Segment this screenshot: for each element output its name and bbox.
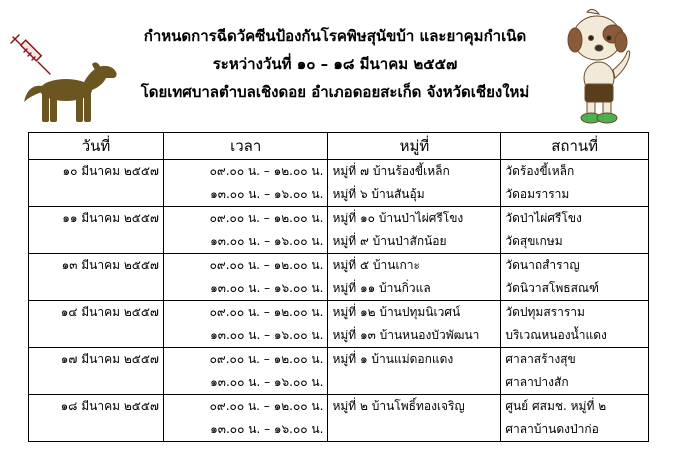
table-row	[29, 301, 649, 348]
village-cell	[328, 207, 501, 254]
table-row	[29, 254, 649, 301]
table-header-row	[29, 133, 649, 160]
time-cell	[163, 301, 327, 348]
village-text: หมู่ที่ ๑ บ้านแม่ดอกแดง	[332, 352, 454, 366]
date-text: ๑๓ มีนาคม ๒๕๕๗	[61, 258, 159, 272]
village-text: หมู่ที่ ๗ บ้านร้องขี้เหล็ก	[332, 164, 450, 178]
time-cell	[163, 254, 327, 301]
place-text: บริเวณหนองน้ำแดง	[505, 328, 607, 342]
time-afternoon: ๑๓.๐๐ น. – ๑๖.๐๐ น.	[210, 422, 324, 436]
village-text: หมู่ที่ ๒ บ้านโพธิ์ทองเจริญ	[332, 399, 465, 413]
time-morning: ๐๙.๐๐ น. – ๑๒.๐๐ น.	[209, 399, 324, 413]
date-text: ๑๑ มีนาคม ๒๕๕๗	[62, 211, 159, 225]
date-cell	[29, 348, 164, 395]
time-morning: ๐๙.๐๐ น. – ๑๒.๐๐ น.	[209, 258, 324, 272]
place-text: ศาลาสร้างสุข	[505, 352, 576, 366]
date-text: ๑๐ มีนาคม ๒๕๕๗	[62, 164, 159, 178]
time-morning: ๐๙.๐๐ น. – ๑๒.๐๐ น.	[209, 211, 324, 225]
column-header-village: หมู่ที่	[328, 133, 501, 160]
table-row	[29, 207, 649, 254]
place-cell	[501, 254, 649, 301]
place-text: วัดอมราราม	[505, 187, 570, 201]
village-cell	[328, 254, 501, 301]
place-text: วัดนาถสำราญ	[505, 258, 580, 272]
time-cell	[163, 348, 327, 395]
village-cell	[328, 348, 501, 395]
village-text: หมู่ที่ ๑๐ บ้านป่าไผ่ศรีโขง	[332, 211, 464, 225]
date-text: ๑๘ มีนาคม ๒๕๕๗	[60, 399, 159, 413]
place-cell	[501, 348, 649, 395]
time-cell	[163, 395, 327, 442]
column-header-place: สถานที่	[501, 133, 649, 160]
column-header-date: วันที่	[29, 133, 164, 160]
village-cell	[328, 160, 501, 207]
date-cell	[29, 301, 164, 348]
village-cell	[328, 395, 501, 442]
place-cell	[501, 395, 649, 442]
table-row	[29, 395, 649, 442]
dog-mascot-illustration	[565, 8, 637, 126]
village-text: หมู่ที่ ๙ บ้านป่าสักน้อย	[332, 234, 447, 248]
title-line-2: ระหว่างวันที่ ๑๐ – ๑๘ มีนาคม ๒๕๕๗	[212, 55, 458, 73]
column-header-time: เวลา	[163, 133, 327, 160]
place-text: ศูนย์ ศสมช. หมู่ที่ ๒	[505, 399, 607, 413]
title-line-1: กำหนดการฉีดวัคซีนป้องกันโรคพิษสุนัขบ้า และยาคุมกำเนิด	[143, 27, 527, 45]
vaccination-schedule-table	[28, 132, 649, 442]
announcement-title	[100, 22, 570, 106]
village-text: หมู่ที่ ๕ บ้านเกาะ	[332, 258, 420, 272]
title-line-3: โดยเทศบาลตำบลเชิงดอย อำเภอดอยสะเก็ด จังหวัดเชียงใหม่	[140, 83, 530, 101]
place-text: วัดสุขเกษม	[505, 234, 563, 248]
place-text: วัดนิวาสโพธสณฑ์	[505, 281, 599, 295]
table-row	[29, 160, 649, 207]
time-morning: ๐๙.๐๐ น. – ๑๒.๐๐ น.	[209, 352, 324, 366]
village-text: หมู่ที่ ๖ บ้านสันอุ้ม	[332, 187, 425, 201]
place-cell	[501, 301, 649, 348]
place-text: วัดป่าไผ่ศรีโขง	[505, 211, 582, 225]
village-text: หมู่ที่ ๑๑ บ้านกิ่วแล	[332, 281, 431, 295]
date-text: ๑๗ มีนาคม ๒๕๕๗	[60, 352, 159, 366]
place-text: วัดปทุมสราราม	[505, 305, 585, 319]
village-text: หมู่ที่ ๑๒ บ้านปทุมนิเวศน์	[332, 305, 461, 319]
time-afternoon: ๑๓.๐๐ น. – ๑๖.๐๐ น.	[210, 187, 324, 201]
time-afternoon: ๑๓.๐๐ น. – ๑๖.๐๐ น.	[210, 375, 324, 389]
date-cell	[29, 160, 164, 207]
village-text: หมู่ที่ ๑๓ บ้านหนองบัวพัฒนา	[332, 328, 480, 342]
date-cell	[29, 254, 164, 301]
place-cell	[501, 160, 649, 207]
time-cell	[163, 207, 327, 254]
place-text: ศาลาปางสัก	[505, 375, 569, 389]
date-text: ๑๔ มีนาคม ๒๕๕๗	[60, 305, 159, 319]
table-row	[29, 348, 649, 395]
date-cell	[29, 207, 164, 254]
time-afternoon: ๑๓.๐๐ น. – ๑๖.๐๐ น.	[210, 281, 324, 295]
place-text: ศาลาบ้านดงป่าก่อ	[505, 422, 599, 436]
time-cell	[163, 160, 327, 207]
place-cell	[501, 207, 649, 254]
village-cell	[328, 301, 501, 348]
time-morning: ๐๙.๐๐ น. – ๑๒.๐๐ น.	[209, 164, 324, 178]
time-morning: ๐๙.๐๐ น. – ๑๒.๐๐ น.	[209, 305, 324, 319]
place-text: วัดร้องขี้เหล็ก	[505, 164, 575, 178]
time-afternoon: ๑๓.๐๐ น. – ๑๖.๐๐ น.	[210, 234, 324, 248]
date-cell	[29, 395, 164, 442]
time-afternoon: ๑๓.๐๐ น. – ๑๖.๐๐ น.	[210, 328, 324, 342]
